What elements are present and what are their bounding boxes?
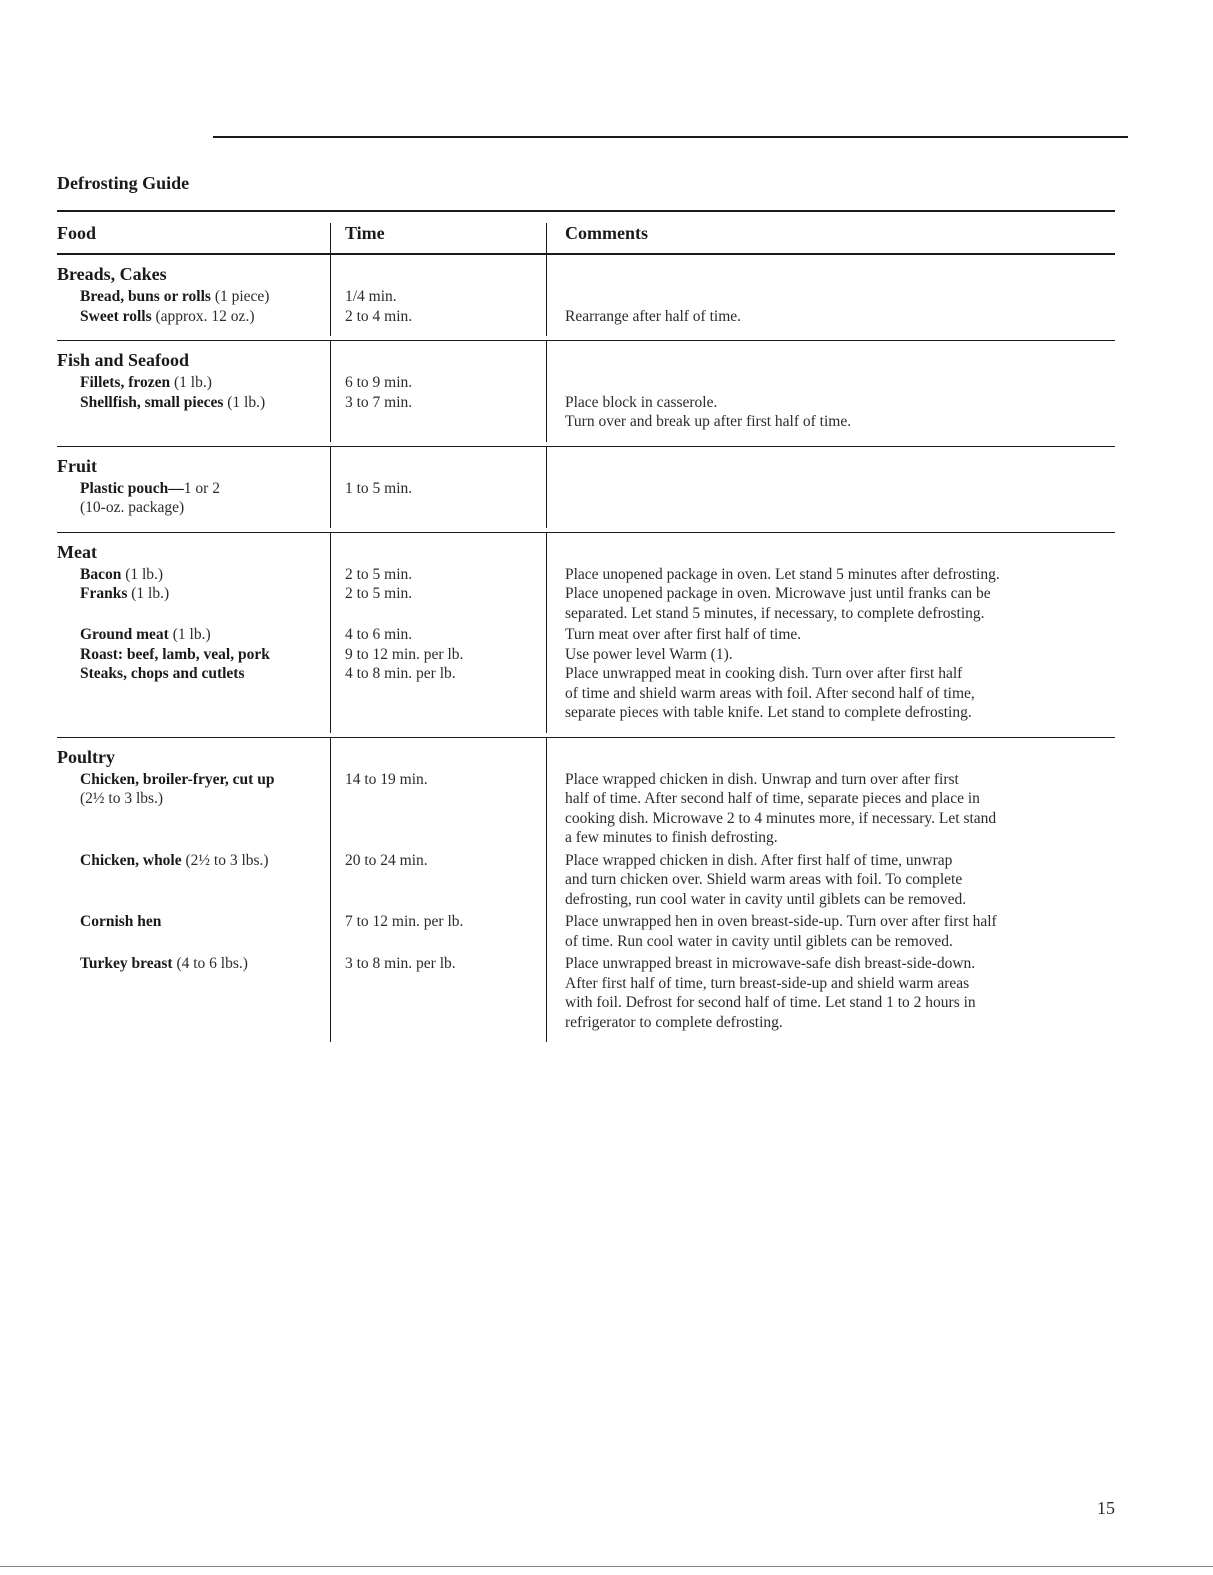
comments-column (547, 255, 1115, 336)
comment-item (565, 851, 1115, 910)
food-line (57, 565, 330, 585)
section-title: Fruit (57, 455, 97, 476)
time-value: 20 to 24 min. (345, 851, 428, 869)
comment-line: cooking dish. Microwave 2 to 4 minutes more, if necessary. Let stand (565, 809, 997, 827)
food-item (57, 307, 330, 327)
section-spacer (345, 533, 546, 565)
food-name: Chicken, whole (80, 851, 182, 869)
comment-item (565, 645, 1115, 665)
comment-line: Place wrapped chicken in dish. After first half of time, unwrap (565, 851, 953, 869)
food-item (57, 954, 330, 1032)
comment-line: a few minutes to finish defrosting. (565, 829, 778, 846)
time-value: 3 to 7 min. (345, 393, 413, 411)
food-detail: (1 lb.) (223, 393, 266, 411)
comment-item (565, 479, 1115, 518)
time-value: 2 to 5 min. (345, 585, 413, 602)
comment-line: with foil. Defrost for second half of time. Let stand 1 to 2 hours in (565, 994, 976, 1011)
food-name: Ground meat (80, 626, 169, 643)
time-value: 7 to 12 min. per lb. (345, 913, 464, 930)
section-spacer (345, 341, 546, 373)
food-item (57, 770, 330, 848)
food-detail: (approx. 12 oz.) (151, 307, 255, 325)
food-item (57, 584, 330, 623)
food-column (57, 738, 331, 1043)
comment-line: of time and shield warm areas with foil. After second half of time, (565, 684, 975, 702)
header-time: Time (331, 223, 547, 253)
time-value: 2 to 5 min. (345, 565, 413, 583)
food-item (57, 565, 330, 585)
comments-column (547, 738, 1115, 1043)
food-line (57, 287, 330, 307)
comment-line: Place unwrapped hen in oven breast-side-up. Turn over after first half (565, 913, 997, 930)
food-line (57, 625, 330, 645)
time-value: 1 to 5 min. (345, 479, 413, 497)
food-line (57, 373, 330, 393)
food-item (57, 287, 330, 307)
table-header-row (57, 212, 1115, 253)
top-rule (213, 136, 1128, 138)
food-name: Plastic pouch— (80, 479, 184, 497)
food-line (57, 393, 330, 413)
comment-item (565, 664, 1115, 723)
food-name: Turkey breast (80, 955, 173, 972)
food-name: Fillets, frozen (80, 374, 171, 391)
section-spacer (565, 533, 1115, 565)
comments-column (547, 341, 1115, 442)
bottom-rule (0, 1566, 1213, 1567)
comment-line: After first half of time, turn breast-side-up and shield warm areas (565, 974, 970, 992)
comment-item (565, 287, 1115, 307)
section-spacer (565, 738, 1115, 770)
section-row (57, 255, 1115, 336)
comment-item (565, 770, 1115, 848)
time-item (345, 664, 546, 723)
time-item (345, 584, 546, 623)
food-name: Shellfish, small pieces (80, 393, 224, 411)
time-item (345, 479, 546, 518)
food-column (57, 447, 331, 528)
time-column (331, 533, 547, 733)
comment-item (565, 625, 1115, 645)
time-item (345, 287, 546, 307)
food-item (57, 664, 330, 723)
time-item (345, 770, 546, 848)
food-detail: (1 piece) (210, 288, 270, 305)
food-name: Cornish hen (80, 913, 162, 930)
section-spacer (345, 447, 546, 479)
food-item (57, 912, 330, 951)
comment-line: Use power level Warm (1). (565, 645, 733, 663)
section-title: Poultry (57, 746, 115, 767)
food-detail: (4 to 6 lbs.) (172, 955, 248, 972)
food-item (57, 645, 330, 665)
food-item (57, 625, 330, 645)
food-name: Chicken, broiler-fryer, cut up (80, 770, 275, 788)
food-name: Sweet rolls (80, 307, 152, 325)
time-item (345, 954, 546, 1032)
comment-item (565, 307, 1115, 327)
section-spacer (345, 738, 546, 770)
time-column (331, 738, 547, 1043)
comment-item (565, 373, 1115, 393)
section-row (57, 738, 1115, 1043)
food-name: Steaks, chops and cutlets (80, 665, 245, 682)
comment-line: half of time. After second half of time, separate pieces and place in (565, 790, 980, 807)
comment-line: Rearrange after half of time. (565, 307, 742, 325)
comments-column (547, 533, 1115, 733)
food-detail: (2½ to 3 lbs.) (181, 851, 269, 869)
comment-item (565, 565, 1115, 585)
header-comments: Comments (565, 223, 648, 243)
time-value: 4 to 6 min. (345, 626, 413, 643)
time-value: 14 to 19 min. (345, 770, 428, 788)
comment-line: Turn meat over after first half of time. (565, 626, 802, 643)
section-row (57, 533, 1115, 733)
food-line (57, 664, 330, 684)
section-spacer (565, 255, 1115, 287)
comment-line: Place unwrapped breast in microwave-safe dish breast-side-down. (565, 955, 976, 972)
food-column (57, 255, 331, 336)
comment-line: and turn chicken over. Shield warm areas with foil. To complete (565, 871, 963, 888)
food-detail: (1 lb.) (170, 374, 212, 391)
comment-line: of time. Run cool water in cavity until giblets can be removed. (565, 932, 953, 950)
comment-line: Place wrapped chicken in dish. Unwrap and turn over after first (565, 770, 959, 788)
food-item (57, 479, 330, 518)
time-column (331, 341, 547, 442)
food-line (57, 307, 330, 327)
food-line (57, 645, 330, 665)
time-column (331, 447, 547, 528)
time-item (345, 373, 546, 393)
comment-item (565, 584, 1115, 623)
comment-line: Place unwrapped meat in cooking dish. Turn over after first half (565, 665, 963, 682)
defrosting-table (57, 210, 1115, 1042)
food-line (57, 851, 330, 871)
food-column (57, 341, 331, 442)
section-title: Meat (57, 541, 97, 562)
time-column (331, 255, 547, 336)
comment-line: separated. Let stand 5 minutes, if necessary, to complete defrosting. (565, 604, 985, 622)
time-value: 2 to 4 min. (345, 307, 413, 325)
section-spacer (565, 341, 1115, 373)
food-detail: 1 or 2 (183, 479, 220, 497)
time-item (345, 565, 546, 585)
comment-line: defrosting, run cool water in cavity until giblets can be removed. (565, 890, 967, 908)
section-row (57, 341, 1115, 442)
time-item (345, 912, 546, 951)
food-name: Franks (80, 585, 128, 602)
time-item (345, 307, 546, 327)
food-line (57, 479, 330, 499)
time-value: 3 to 8 min. per lb. (345, 955, 456, 972)
time-value: 6 to 9 min. (345, 374, 413, 391)
time-item (345, 625, 546, 645)
time-value: 4 to 8 min. per lb. (345, 665, 456, 682)
food-detail: (1 lb.) (127, 585, 170, 602)
food-line (57, 912, 330, 932)
food-name: Bread, buns or rolls (80, 288, 211, 305)
time-item (345, 851, 546, 910)
section-title: Fish and Seafood (57, 350, 190, 370)
comments-column (547, 447, 1115, 528)
time-value: 9 to 12 min. per lb. (345, 645, 464, 663)
food-line (57, 954, 330, 974)
section-row (57, 447, 1115, 528)
page-number: 15 (1097, 1498, 1115, 1518)
guide-title: Defrosting Guide (57, 173, 190, 193)
food-detail: (1 lb.) (121, 565, 164, 583)
header-food: Food (57, 223, 331, 253)
food-item (57, 393, 330, 432)
food-detail: (1 lb.) (168, 626, 211, 643)
food-extra: (10-oz. package) (80, 499, 185, 516)
comment-item (565, 393, 1115, 432)
table-body (57, 255, 1115, 1042)
food-item (57, 851, 330, 910)
food-extra: (2½ to 3 lbs.) (80, 790, 164, 807)
comment-line: Turn over and break up after first half of time. (565, 413, 852, 430)
food-column (57, 533, 331, 733)
comment-line: separate pieces with table knife. Let stand to complete defrosting. (565, 704, 972, 721)
comment-item (565, 912, 1115, 951)
time-item (345, 393, 546, 432)
section-title: Breads, Cakes (57, 264, 167, 284)
food-name: Roast: beef, lamb, veal, pork (80, 645, 270, 663)
comment-line: Place unopened package in oven. Let stand 5 minutes after defrosting. (565, 565, 1000, 583)
time-item (345, 645, 546, 665)
comment-line: Place unopened package in oven. Microwave just until franks can be (565, 585, 991, 602)
time-value: 1/4 min. (345, 288, 397, 305)
food-line (57, 770, 330, 790)
food-item (57, 373, 330, 393)
section-spacer (345, 255, 546, 287)
comment-item (565, 954, 1115, 1032)
comment-line: refrigerator to complete defrosting. (565, 1013, 783, 1031)
comment-line: Place block in casserole. (565, 393, 718, 411)
food-name: Bacon (80, 565, 122, 583)
food-line (57, 584, 330, 604)
section-spacer (565, 447, 1115, 479)
